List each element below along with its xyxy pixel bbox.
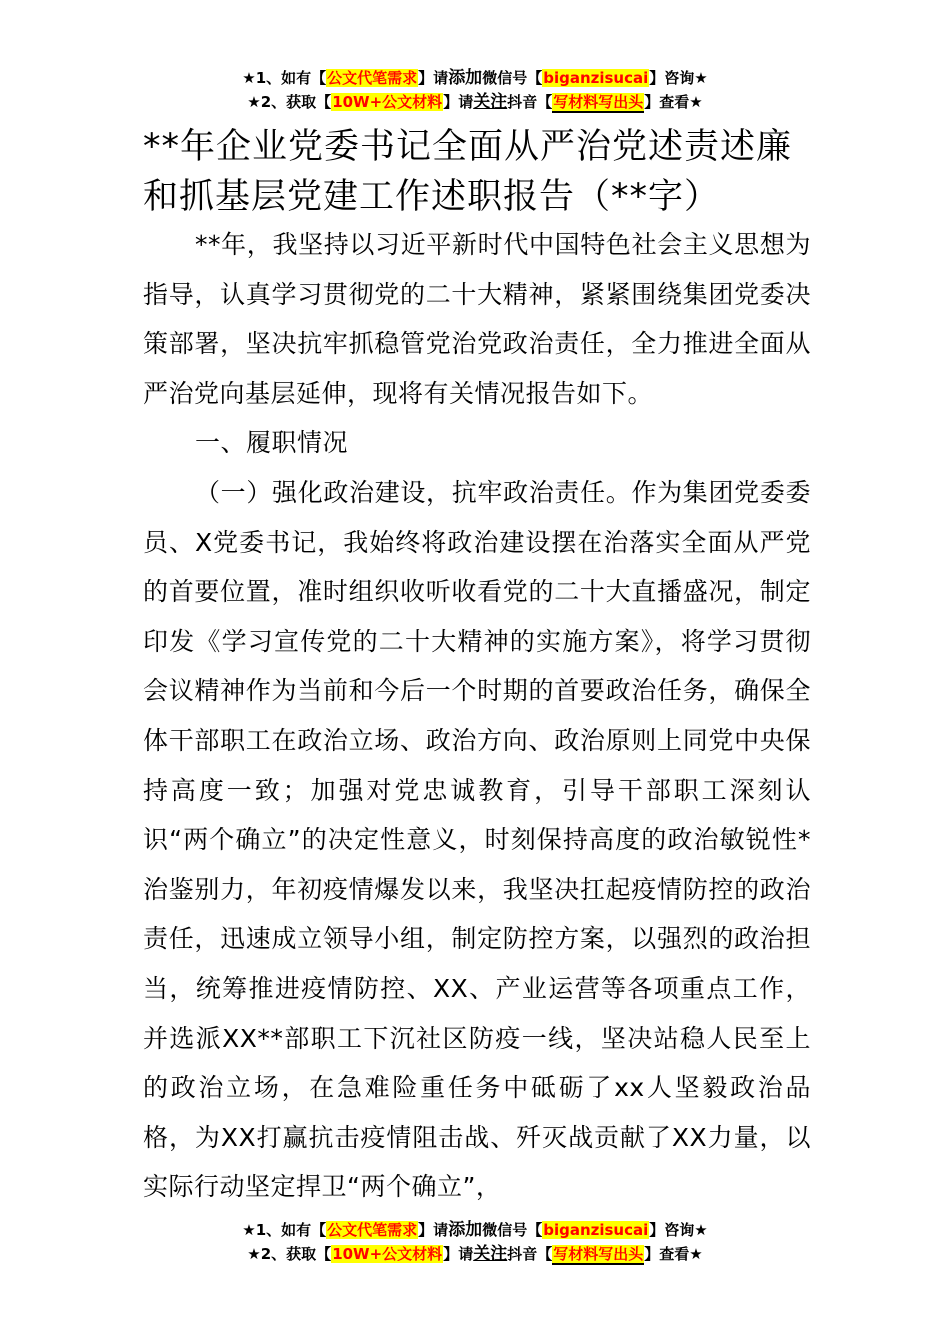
promo-highlight-wechat-id: biganzisucai [543, 69, 649, 87]
promo-emphasis: 关注 [473, 1244, 508, 1264]
promo-highlight-service: 公文代笔需求 [327, 1221, 418, 1239]
promo-highlight-materials: 10W+公文材料 [332, 1245, 443, 1263]
promo-banner-top [0, 66, 950, 114]
promo-text: 】咨询★ [649, 1221, 708, 1239]
document-body [143, 220, 811, 1212]
promo-text: ★2、获取【 [247, 1245, 332, 1263]
promo-banner-bottom [0, 1218, 950, 1266]
body-paragraph: （一）强化政治建设，抗牢政治责任。作为集团党委委员、X党委书记，我始终将政治建设摆在治落实全面从严党的首要位置，准时组织收听收看党的二十大直播盛况，制定印发《学习宣传党的二十大精神的实施方案》，将学习贯彻会议精神作为当前和今后一个时期的首要政治任务，确保全体干部职工在政治立场、政治方向、政治原则上同党中央保持高度一致；加强对党忠诚教育，引导干部职工深刻认识“两个确立”的决定性意义，时刻保持高度的政治敏锐性*治鉴别力，年初疫情爆发以来，我坚决扛起疫情防控的政治责任，迅速成立领导小组，制定防控方案，以强烈的政治担当，统筹推进疫情防控、XX、产业运营等各项重点工作，并选派XX**部职工下沉社区防疫一线，坚决站稳人民至上的政治立场，在急难险重任务中砥砺了xx人坚毅政治品格，为XX打赢抗击疫情阻击战、歼灭战贡献了XX力量，以实际行动坚定捍卫“两个确立”， [143, 477, 811, 1202]
promo-text: 微信号【 [482, 69, 543, 87]
promo-text: ★1、如有【 [242, 69, 327, 87]
promo-text: 】查看★ [644, 93, 703, 111]
promo-text: 】请 [443, 1245, 474, 1263]
promo-text: 微信号【 [482, 1221, 543, 1239]
intro-paragraph: **年，我坚持以习近平新时代中国特色社会主义思想为指导，认真学习贯彻党的二十大精神，紧紧围绕集团党委决策部署，坚决抗牢抓稳管党治党政治责任，全力推进全面从严治党向基层延伸，现将有关情况报告如下。 [143, 230, 811, 408]
promo-text: 】请 [418, 1221, 449, 1239]
promo-emphasis: 关注 [473, 92, 508, 112]
section-heading: 一、履职情况 [195, 428, 349, 458]
promo-text: 】请 [443, 93, 474, 111]
promo-text: ★2、获取【 [247, 93, 332, 111]
promo-highlight-douyin: 写材料写出头 [553, 93, 644, 111]
promo-highlight-service: 公文代笔需求 [327, 69, 418, 87]
promo-text: 抖音【 [507, 93, 553, 111]
promo-text: 】请 [418, 69, 449, 87]
promo-line-1 [0, 66, 950, 90]
promo-emphasis: 添加 [448, 68, 483, 88]
promo-highlight-douyin: 写材料写出头 [553, 1245, 644, 1263]
promo-line-2 [0, 90, 950, 114]
promo-highlight-wechat-id: biganzisucai [543, 1221, 649, 1239]
promo-text: ★1、如有【 [242, 1221, 327, 1239]
promo-emphasis: 添加 [448, 1220, 483, 1240]
promo-highlight-materials: 10W+公文材料 [332, 93, 443, 111]
promo-line-2 [0, 1242, 950, 1266]
promo-text: 】查看★ [644, 1245, 703, 1263]
promo-text: 抖音【 [507, 1245, 553, 1263]
promo-text: 】咨询★ [649, 69, 708, 87]
document-title: **年企业党委书记全面从严治党述责述廉和抓基层党建工作述职报告（**字） [143, 127, 793, 217]
promo-line-1 [0, 1218, 950, 1242]
